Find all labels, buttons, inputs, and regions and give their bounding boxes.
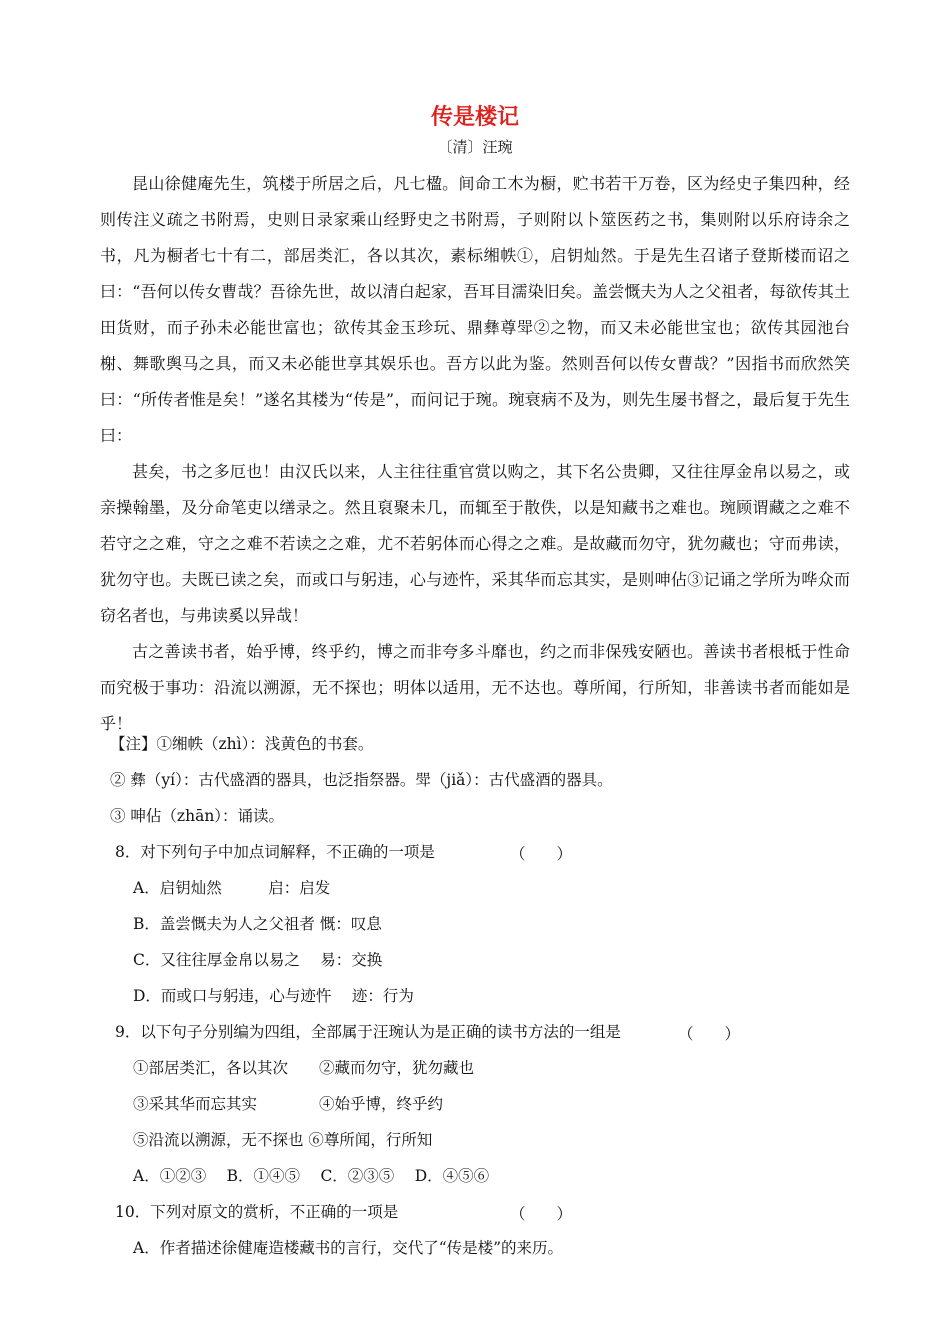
question-8-option-a: A．启钥灿然 启：启发 — [133, 879, 331, 897]
question-8-stem: 8．对下列句子中加点词解释，不正确的一项是 — [115, 843, 435, 861]
passage — [100, 166, 850, 742]
question-8-option-b: B．盖尝慨夫为人之父祖者 慨：叹息 — [133, 915, 382, 933]
paragraph-2: 甚矣，书之多厄也！由汉氏以来，人主往往重官赏以购之，其下名公贵卿，又往往厚金帛以易之，或亲操翰墨，及分命笔吏以缮录之。然且裒聚未几，而辄至于散佚，以是知藏书之难也。琬顾谓藏之之难不若守之之难，守之之难不若读之之难，尤不若躬体而心得之之难。是故藏而勿守，犹勿藏也；守而弗读，犹勿守也。夫既已读之矣，而或口与躬违，心与迹忤，采其华而忘其实，是则呻佔③记诵之学所为哗众而窃名者也，与弗读奚以异哉！ — [100, 462, 850, 625]
paragraph-3: 古之善读书者，始乎博，终乎约，博之而非夸多斗靡也，约之而非保残安陋也。善读书者根柢于性命而究极于事功：沿流以溯源，无不探也；明体以适用，无不达也。尊所闻，行所知，非善读书者而能如是乎！ — [100, 642, 850, 733]
footnotes — [110, 726, 613, 834]
note-2: ② 彝（yí）：古代盛酒的器具，也泛指祭器。斝（jiǎ）：古代盛酒的器具。 — [110, 771, 613, 789]
question-8-option-c: C．又往往厚金帛以易之 易：交换 — [133, 951, 383, 969]
question-10-answer-bracket: （ ） — [510, 1205, 573, 1223]
question-9-choices: A．①②③ B．①④⑤ C．②③⑤ D．④⑤⑥ — [133, 1167, 490, 1185]
question-9-item-row-3: ⑤沿流以溯源，无不探也 ⑥尊所闻，行所知 — [133, 1131, 433, 1149]
note-1: 【注】①缃帙（zhì）：浅黄色的书套。 — [110, 735, 374, 753]
note-3: ③ 呻佔（zhān）：诵读。 — [110, 807, 285, 825]
question-9-item-row-1: ①部居类汇，各以其次 ②藏而勿守，犹勿藏也 — [133, 1059, 475, 1077]
question-10-option-a: A．作者描述徐健庵造楼藏书的言行，交代了“传是楼”的来历。 — [133, 1239, 564, 1257]
author-line: 〔清〕汪琬 — [437, 138, 513, 156]
paragraph-1: 昆山徐健庵先生，筑楼于所居之后，凡七楹。间命工木为橱，贮书若干万卷，区为经史子集四种，经则传注义疏之书附焉，史则日录家乘山经野史之书附焉，子则附以卜筮医药之书，集则附以乐府诗余之书，凡为橱者七十有二，部居类汇，各以其次，素标缃帙①，启钥灿然。于是先生召诸子登斯楼而诏之曰：“吾何以传女曹哉？吾徐先世，故以清白起家，吾耳目濡染旧矣。盖尝慨夫为人之父祖者，每欲传其土田货财，而子孙未必能世富也；欲传其金玉珍玩、鼎彝尊斝②之物，而又未必能世宝也；欲传其园池台榭、舞歌舆马之具，而又未必能世享其娱乐也。吾方以此为鉴。然则吾何以传女曹哉？”因指书而欣然笑曰：“所传者惟是矣！”遂名其楼为“传是”，而问记于琬。琬衰病不及为，则先生屡书督之，最后复于先生曰： — [100, 174, 850, 445]
question-9-answer-bracket: （ ） — [678, 1025, 741, 1043]
question-8-option-d: D．而或口与躬违，心与迹忤 迹：行为 — [133, 987, 414, 1005]
question-8-answer-bracket: （ ） — [510, 845, 573, 863]
question-10-stem: 10．下列对原文的赏析，不正确的一项是 — [115, 1203, 399, 1221]
document-title: 传是楼记 — [430, 105, 519, 130]
question-9-stem: 9．以下句子分别编为四组，全部属于汪琬认为是正确的读书方法的一组是 — [115, 1023, 621, 1041]
question-9-item-row-2: ③采其华而忘其实 ④始乎博，终乎约 — [133, 1095, 444, 1113]
